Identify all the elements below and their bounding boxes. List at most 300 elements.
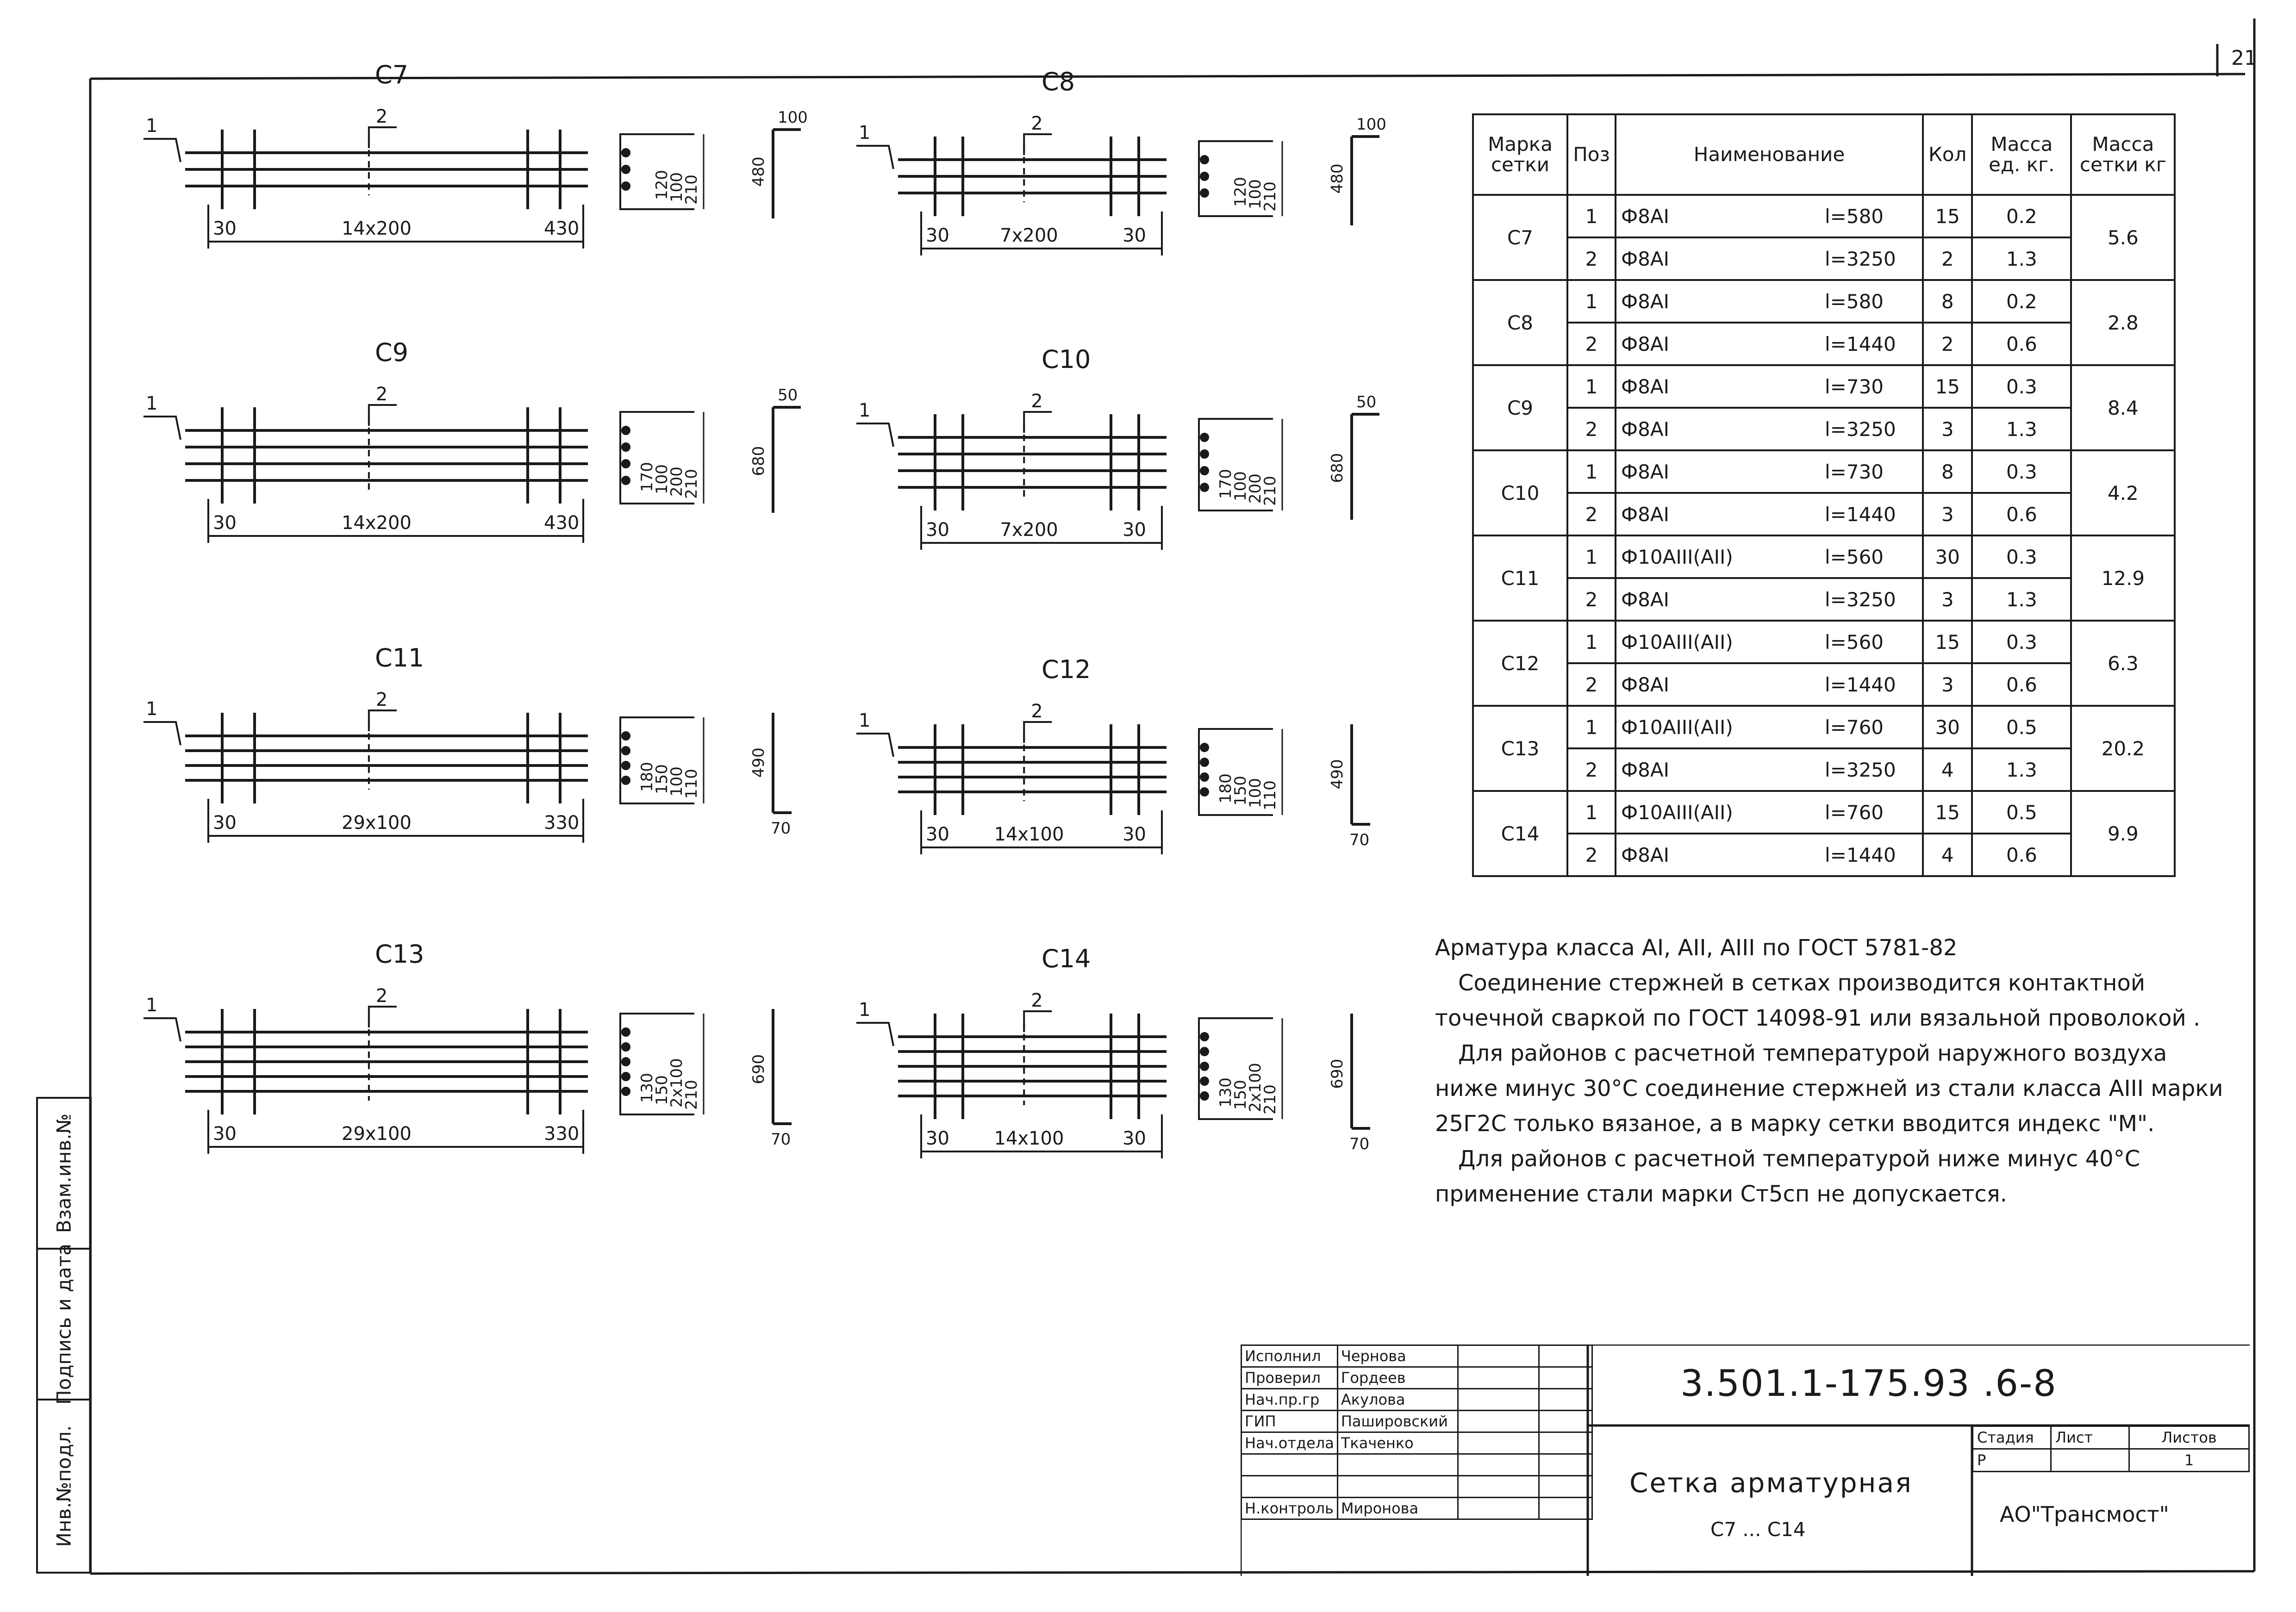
spec-unit-mass: 0.5 <box>1972 706 2071 748</box>
signature-role: ГИП <box>1242 1411 1338 1432</box>
bar-section-dot <box>1201 1048 1208 1055</box>
section-dimension: 100 <box>653 464 671 494</box>
stage-value: Р <box>1973 1449 2051 1472</box>
signature-mark <box>1458 1498 1539 1519</box>
spec-unit-mass: 1.3 <box>1972 408 2071 450</box>
spec-unit-mass: 0.3 <box>1972 365 2071 408</box>
spec-mark: C11 <box>1473 535 1567 621</box>
signature-role: Исполнил <box>1242 1345 1338 1367</box>
spec-mark: C7 <box>1473 195 1567 280</box>
spec-pos: 1 <box>1567 365 1616 408</box>
signature-name <box>1337 1476 1458 1498</box>
spec-qty: 3 <box>1923 663 1972 706</box>
bend-bottom-dimension: 70 <box>1349 1135 1370 1153</box>
bend-top-dimension: 100 <box>778 108 808 127</box>
bar-section-dot <box>1201 1033 1208 1040</box>
spec-pos: 2 <box>1567 578 1616 621</box>
bend-height-dimension: 680 <box>749 446 768 476</box>
spec-length: l=1440 <box>1820 323 1923 365</box>
section-dimension: 150 <box>653 1075 671 1105</box>
dimension-right: 30 <box>1123 1128 1146 1149</box>
section-dimension: 210 <box>1261 181 1279 212</box>
spec-length: l=580 <box>1820 280 1923 323</box>
bar-section-dot <box>1201 1063 1208 1070</box>
signature-name: Акулова <box>1337 1389 1458 1411</box>
dimension-middle: 29x100 <box>342 812 412 834</box>
section-dimension: 150 <box>1231 776 1250 806</box>
section-dimension: 100 <box>1246 778 1265 808</box>
spec-name: Ф8АI <box>1616 663 1820 706</box>
section-dimension: 150 <box>1231 1080 1250 1110</box>
spec-name: Ф8АI <box>1616 280 1820 323</box>
spec-length: l=3250 <box>1820 578 1923 621</box>
bar-section-dot <box>1201 744 1208 751</box>
leader-pos1 <box>144 722 181 745</box>
dimension-left: 30 <box>213 1123 237 1145</box>
section-dimension: 210 <box>682 469 701 499</box>
side-cell-podpis <box>36 1244 92 1405</box>
dimension-left: 30 <box>213 812 237 834</box>
position-label-2: 2 <box>1031 990 1043 1011</box>
spec-mark: C10 <box>1473 450 1567 535</box>
spec-pos: 1 <box>1567 791 1616 834</box>
spec-qty: 15 <box>1923 791 1972 834</box>
spec-row <box>1473 365 2175 408</box>
sheet-number: 21 <box>2231 46 2257 70</box>
spec-pos: 1 <box>1567 280 1616 323</box>
signature-date <box>1539 1476 1592 1498</box>
spec-mesh-mass: 9.9 <box>2071 791 2175 876</box>
dimension-right: 330 <box>544 1123 580 1145</box>
dimension-middle: 14x200 <box>342 218 412 239</box>
spec-unit-mass: 0.2 <box>1972 280 2071 323</box>
spec-name: Ф10АIII(АII) <box>1616 621 1820 663</box>
position-label-2: 2 <box>375 106 388 127</box>
spec-row <box>1473 834 2175 876</box>
spec-length: l=580 <box>1820 195 1923 237</box>
signature-row <box>1242 1498 1592 1519</box>
position-label-1: 1 <box>146 995 158 1016</box>
dimension-left: 30 <box>213 218 237 239</box>
spec-length: l=1440 <box>1820 663 1923 706</box>
spec-row <box>1473 748 2175 791</box>
position-label-2: 2 <box>1031 113 1043 134</box>
leader-pos2 <box>1024 1011 1052 1032</box>
spec-mesh-mass: 12.9 <box>2071 535 2175 621</box>
bend-height-dimension: 480 <box>749 156 768 187</box>
side-cell-vzam <box>36 1097 92 1250</box>
section-dimension: 170 <box>1217 469 1235 499</box>
bar-section-dot <box>1201 1093 1208 1099</box>
leader-pos1 <box>144 417 181 440</box>
sheet-label: Лист <box>2051 1426 2129 1449</box>
spec-length: l=730 <box>1820 450 1923 493</box>
note-4: Для районов с расчетной температурой ниже минус 40°С применение стали марки Ст5сп не допускается. <box>1435 1146 2140 1207</box>
sheets-value: 1 <box>2129 1449 2249 1472</box>
section-dimension: 200 <box>668 467 686 497</box>
spec-row <box>1473 663 2175 706</box>
bar-section-dot <box>623 427 629 434</box>
sheets-label: Листов <box>2129 1426 2249 1449</box>
spec-mesh-mass: 20.2 <box>2071 706 2175 791</box>
mesh-mark-label: C8 <box>1042 67 1075 96</box>
section-dimension: 180 <box>638 762 656 792</box>
side-cell-inv <box>36 1399 92 1574</box>
spec-qty: 4 <box>1923 748 1972 791</box>
leader-pos2 <box>1024 722 1052 743</box>
spec-length: l=560 <box>1820 621 1923 663</box>
mesh-mark-label: C11 <box>375 643 424 672</box>
dimension-middle: 14x100 <box>994 824 1064 845</box>
mesh-drawing-c7 <box>144 127 801 249</box>
spec-row <box>1473 237 2175 280</box>
spec-pos: 2 <box>1567 748 1616 791</box>
signature-date <box>1539 1411 1592 1432</box>
spec-name: Ф8АI <box>1616 834 1820 876</box>
section-dimension: 120 <box>1231 177 1250 207</box>
spec-qty: 3 <box>1923 493 1972 535</box>
spec-qty: 15 <box>1923 195 1972 237</box>
spec-header-row <box>1473 114 2175 195</box>
section-dimension: 210 <box>682 174 701 205</box>
spec-row <box>1473 535 2175 578</box>
spec-length: l=1440 <box>1820 834 1923 876</box>
signature-row <box>1242 1454 1592 1476</box>
spec-mesh-mass: 5.6 <box>2071 195 2175 280</box>
spec-mesh-mass: 2.8 <box>2071 280 2175 365</box>
spec-name: Ф8АI <box>1616 365 1820 408</box>
signature-name: Ткаченко <box>1337 1432 1458 1454</box>
spec-qty: 2 <box>1923 323 1972 365</box>
bend-top-dimension: 50 <box>778 386 798 405</box>
dimension-right: 330 <box>544 812 580 834</box>
spec-pos: 1 <box>1567 706 1616 748</box>
spec-qty: 3 <box>1923 408 1972 450</box>
spec-pos: 1 <box>1567 450 1616 493</box>
side-label-inv: Инв.№подл. <box>52 1425 75 1547</box>
bar-section-dot <box>623 747 629 754</box>
spec-unit-mass: 1.3 <box>1972 237 2071 280</box>
spec-row <box>1473 408 2175 450</box>
spec-qty: 15 <box>1923 621 1972 663</box>
leader-pos1 <box>856 423 893 447</box>
bar-section-dot <box>623 166 629 173</box>
dimension-left: 30 <box>213 512 237 534</box>
leader-pos1 <box>856 734 893 757</box>
signature-role: Нач.пр.гр <box>1242 1389 1338 1411</box>
dimension-middle: 7x200 <box>1000 225 1058 246</box>
position-label-2: 2 <box>1031 391 1043 412</box>
spec-qty: 30 <box>1923 706 1972 748</box>
section-dimension: 110 <box>682 769 701 799</box>
spec-qty: 8 <box>1923 450 1972 493</box>
bend-bottom-dimension: 70 <box>771 1130 791 1149</box>
dimension-right: 30 <box>1123 225 1146 246</box>
section-dimension: 130 <box>1217 1077 1235 1108</box>
bend-height-dimension: 480 <box>1328 163 1347 194</box>
mesh-mark-label: C10 <box>1042 345 1091 374</box>
spec-length: l=3250 <box>1820 408 1923 450</box>
spec-name: Ф8АI <box>1616 450 1820 493</box>
signature-mark <box>1458 1454 1539 1476</box>
spec-name: Ф10АIII(АII) <box>1616 791 1820 834</box>
signature-name: Чернова <box>1337 1345 1458 1367</box>
spec-pos: 1 <box>1567 535 1616 578</box>
position-label-2: 2 <box>375 985 388 1007</box>
bar-section-dot <box>1201 173 1208 180</box>
bend-bottom-dimension: 70 <box>771 819 791 838</box>
position-label-2: 2 <box>375 689 388 710</box>
leader-pos2 <box>1024 412 1052 433</box>
signature-date <box>1539 1345 1592 1367</box>
bend-height-dimension: 690 <box>749 1054 768 1084</box>
bar-section-dot <box>623 461 629 467</box>
position-label-2: 2 <box>1031 701 1043 722</box>
spec-row <box>1473 578 2175 621</box>
signature-date <box>1539 1389 1592 1411</box>
bar-section-dot <box>623 1073 629 1080</box>
dimension-right: 430 <box>544 218 580 239</box>
bar-section-dot <box>1201 484 1208 491</box>
bar-section-dot <box>1201 789 1208 795</box>
spec-length: l=1440 <box>1820 493 1923 535</box>
position-label-1: 1 <box>859 122 871 143</box>
spec-pos: 2 <box>1567 408 1616 450</box>
spec-mesh-mass: 4.2 <box>2071 450 2175 535</box>
spec-row <box>1473 450 2175 493</box>
signature-name: Гордеев <box>1337 1367 1458 1389</box>
bend-height-dimension: 490 <box>749 747 768 778</box>
spec-pos: 2 <box>1567 493 1616 535</box>
spec-length: l=760 <box>1820 791 1923 834</box>
spec-pos: 2 <box>1567 834 1616 876</box>
dimension-middle: 14x200 <box>342 512 412 534</box>
bar-section-dot <box>623 1058 629 1065</box>
signature-role: Н.контроль <box>1242 1498 1338 1519</box>
spec-unit-mass: 0.3 <box>1972 450 2071 493</box>
signature-row <box>1242 1476 1592 1498</box>
leader-pos2 <box>369 1007 397 1027</box>
signature-date <box>1539 1498 1592 1519</box>
position-label-1: 1 <box>859 400 871 421</box>
section-dimension: 120 <box>653 170 671 200</box>
dimension-middle: 7x200 <box>1000 519 1058 541</box>
document-title: Сетка арматурная <box>1629 1467 1913 1499</box>
dimension-middle: 29x100 <box>342 1123 412 1145</box>
leader-pos2 <box>369 405 397 426</box>
leader-pos1 <box>144 139 181 162</box>
spec-mark: C8 <box>1473 280 1567 365</box>
spec-row <box>1473 706 2175 748</box>
bar-section-dot <box>623 777 629 784</box>
dimension-right: 30 <box>1123 519 1146 541</box>
spec-length: l=760 <box>1820 706 1923 748</box>
spec-unit-mass: 1.3 <box>1972 748 2071 791</box>
spec-pos: 1 <box>1567 621 1616 663</box>
note-1: Арматура класса АI, АII, АIII по ГОСТ 5781-82 <box>1435 935 1958 961</box>
section-dimension: 100 <box>1246 179 1265 209</box>
spec-pos: 2 <box>1567 663 1616 706</box>
spec-name: Ф8АI <box>1616 493 1820 535</box>
mesh-mark-label: C9 <box>375 338 409 367</box>
dimension-right: 430 <box>544 512 580 534</box>
signature-mark <box>1458 1476 1539 1498</box>
signature-name: Пашировский <box>1337 1411 1458 1432</box>
bar-section-dot <box>623 183 629 189</box>
note-3: Для районов с расчетной температурой наружного воздуха ниже минус 30°С соединение стержней из стали класса АIII марки 25Г2С только вязаное, а в марку сетки вводится индекс "М". <box>1435 1040 2223 1137</box>
leader-pos2 <box>369 710 397 731</box>
spec-name: Ф10АIII(АII) <box>1616 706 1820 748</box>
signature-mark <box>1458 1411 1539 1432</box>
dimension-left: 30 <box>926 824 949 845</box>
spec-mark: C9 <box>1473 365 1567 450</box>
position-label-1: 1 <box>146 393 158 414</box>
spec-row <box>1473 195 2175 237</box>
section-dimension: 100 <box>1231 471 1250 501</box>
mesh-mark-label: C7 <box>375 60 409 89</box>
spec-mesh-mass: 6.3 <box>2071 621 2175 706</box>
leader-pos2 <box>1024 134 1052 155</box>
leader-pos1 <box>856 146 893 169</box>
mesh-mark-label: C14 <box>1042 944 1091 973</box>
bar-section-dot <box>1201 759 1208 766</box>
section-dimension: 130 <box>638 1073 656 1103</box>
bar-section-dot <box>1201 451 1208 457</box>
spec-unit-mass: 0.2 <box>1972 195 2071 237</box>
bar-section-dot <box>623 444 629 450</box>
section-dimension: 210 <box>682 1080 701 1110</box>
position-label-1: 1 <box>859 999 871 1021</box>
side-label-vzam: Взам.инв.№ <box>52 1113 75 1233</box>
spec-name: Ф8АI <box>1616 323 1820 365</box>
notes <box>1435 930 2231 1212</box>
position-label-1: 1 <box>859 710 871 731</box>
spec-name: Ф8АI <box>1616 237 1820 280</box>
spec-unit-mass: 0.6 <box>1972 834 2071 876</box>
spec-unit-mass: 1.3 <box>1972 578 2071 621</box>
spec-qty: 4 <box>1923 834 1972 876</box>
signature-row <box>1242 1367 1592 1389</box>
section-dimension: 180 <box>1217 773 1235 803</box>
spec-qty: 15 <box>1923 365 1972 408</box>
mesh-drawing-c9 <box>144 405 801 543</box>
bar-section-dot <box>1201 190 1208 196</box>
bend-height-dimension: 690 <box>1328 1058 1347 1089</box>
col-name: Наименование <box>1616 114 1923 195</box>
spec-length: l=3250 <box>1820 237 1923 280</box>
signature-name <box>1337 1454 1458 1476</box>
bar-section-dot <box>623 1088 629 1095</box>
stage-label: Стадия <box>1973 1426 2051 1449</box>
document-subtitle: С7 ... С14 <box>1710 1518 1806 1541</box>
spec-pos: 2 <box>1567 323 1616 365</box>
spec-row <box>1473 493 2175 535</box>
bend-bottom-dimension: 70 <box>1349 831 1370 849</box>
spec-unit-mass: 0.3 <box>1972 621 2071 663</box>
position-label-1: 1 <box>146 115 158 137</box>
spec-pos: 2 <box>1567 237 1616 280</box>
section-dimension: 200 <box>1246 473 1265 504</box>
title-block <box>1241 1344 2250 1576</box>
spec-row <box>1473 323 2175 365</box>
spec-qty: 2 <box>1923 237 1972 280</box>
section-dimension: 100 <box>668 766 686 797</box>
side-stamp-strip <box>36 1097 92 1574</box>
bar-section-dot <box>623 762 629 769</box>
side-label-podpis: Подпись и дата <box>52 1244 75 1405</box>
signature-role: Нач.отдела <box>1242 1432 1338 1454</box>
spec-name: Ф8АI <box>1616 578 1820 621</box>
section-dimension: 210 <box>1261 476 1279 506</box>
dimension-left: 30 <box>926 519 949 541</box>
spec-mark: C12 <box>1473 621 1567 706</box>
signature-role: Проверил <box>1242 1367 1338 1389</box>
spec-mesh-mass: 8.4 <box>2071 365 2175 450</box>
bar-section-dot <box>623 149 629 156</box>
spec-unit-mass: 0.6 <box>1972 663 2071 706</box>
spec-name: Ф8АI <box>1616 748 1820 791</box>
col-unit-mass: Масса ед. кг. <box>1972 114 2071 195</box>
stage-table <box>1972 1425 2250 1472</box>
spec-qty: 30 <box>1923 535 1972 578</box>
spec-unit-mass: 0.5 <box>1972 791 2071 834</box>
signature-mark <box>1458 1367 1539 1389</box>
signature-row <box>1242 1389 1592 1411</box>
spec-row <box>1473 791 2175 834</box>
signature-table <box>1241 1344 1593 1520</box>
bar-section-dot <box>1201 434 1208 441</box>
spec-row <box>1473 621 2175 663</box>
spec-mark: C13 <box>1473 706 1567 791</box>
spec-qty: 8 <box>1923 280 1972 323</box>
bend-top-dimension: 100 <box>1356 115 1386 134</box>
sheet-value <box>2051 1449 2129 1472</box>
dimension-middle: 14x100 <box>994 1128 1064 1149</box>
spec-name: Ф10АIII(АII) <box>1616 535 1820 578</box>
col-pos: Поз <box>1567 114 1616 195</box>
section-dimension: 2x100 <box>668 1058 686 1108</box>
bar-section-dot <box>623 1044 629 1050</box>
spec-name: Ф8АI <box>1616 408 1820 450</box>
signature-role <box>1242 1454 1338 1476</box>
spec-unit-mass: 0.3 <box>1972 535 2071 578</box>
signature-mark <box>1458 1432 1539 1454</box>
mesh-mark-label: C13 <box>375 940 424 969</box>
section-dimension: 170 <box>638 462 656 492</box>
signature-row <box>1242 1345 1592 1367</box>
signature-name: Миронова <box>1337 1498 1458 1519</box>
leader-pos2 <box>369 127 397 148</box>
mesh-mark-label: C12 <box>1042 655 1091 684</box>
section-dimension: 210 <box>1261 1084 1279 1114</box>
signature-mark <box>1458 1389 1539 1411</box>
bend-top-dimension: 50 <box>1356 393 1377 411</box>
leader-pos1 <box>144 1018 181 1041</box>
dimension-left: 30 <box>926 225 949 246</box>
section-dimension: 2x100 <box>1246 1063 1265 1112</box>
signature-role <box>1242 1476 1338 1498</box>
dimension-right: 30 <box>1123 824 1146 845</box>
col-mark: Марка сетки <box>1473 114 1567 195</box>
signature-date <box>1539 1432 1592 1454</box>
bar-section-dot <box>1201 467 1208 474</box>
spec-length: l=3250 <box>1820 748 1923 791</box>
col-mesh-mass: Масса сетки кг <box>2071 114 2175 195</box>
spec-length: l=560 <box>1820 535 1923 578</box>
section-dimension: 110 <box>1261 780 1279 810</box>
spec-qty: 3 <box>1923 578 1972 621</box>
spec-unit-mass: 0.6 <box>1972 493 2071 535</box>
